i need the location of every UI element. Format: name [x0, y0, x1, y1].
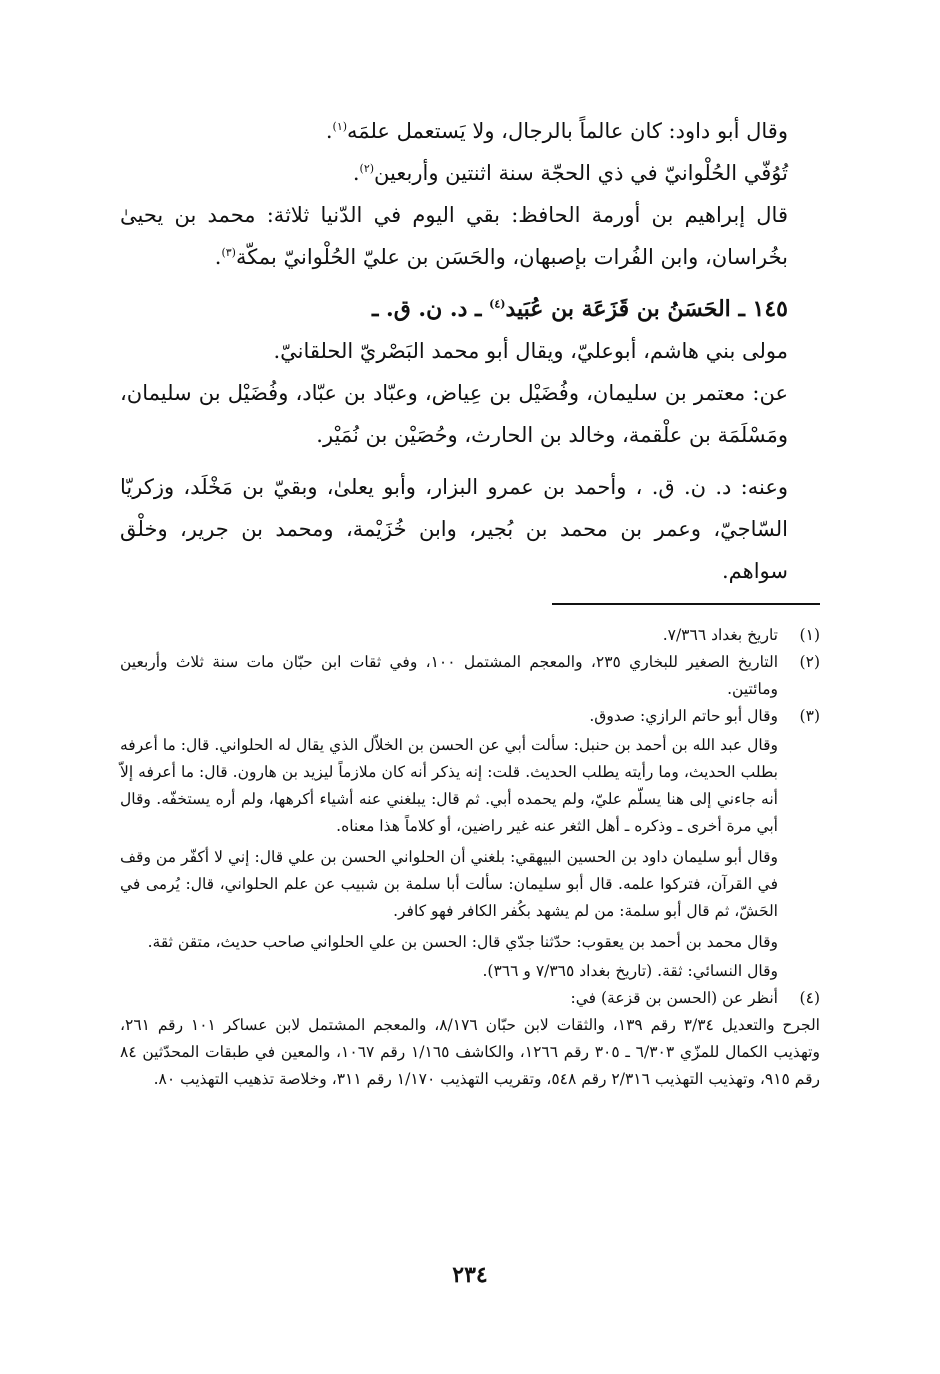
footnote-text: تاريخ بغداد ٧/٣٦٦.	[662, 626, 778, 644]
text-paragraph	[120, 194, 820, 278]
entry-sigla: ـ د. ن. ق. ـ	[371, 296, 490, 322]
text-line: مولى بني هاشم، أبوعليّ، ويقال أبو محمد البَصْريّ الحلقانيّ.	[273, 339, 788, 363]
footnote-body-continued	[120, 1012, 820, 1093]
footnote-body	[120, 649, 778, 703]
footnote-ref: (٢)	[359, 162, 375, 175]
footnote-text: وقال أبو حاتم الرازي: صدوق.	[589, 707, 778, 725]
text-span: .	[352, 161, 360, 185]
text-line	[120, 110, 820, 152]
footnote-text: التاريخ الصغير للبخاري ٢٣٥، والمعجم المشتمل ١٠٠، وفي ثقات ابن حبّان مات سنة ثلاث وأربعين ومائتين.	[120, 653, 778, 698]
footnote-ref: (٣)	[221, 246, 236, 259]
text-line	[120, 152, 820, 194]
footnote	[120, 703, 820, 985]
footnote-number: (١)	[799, 626, 820, 644]
footnote-number: (٣)	[799, 707, 820, 725]
text-paragraph: وعنه: د. ن. ق. ، وأحمد بن عمرو البزار، وأبو يعلىٰ، وبقيّ بن مَخْلَد، وزكريّا السّاجيّ، وعمر بن محمد بن بُجير، وابن خُزَيْمة، ومحمد بن جرير، وخلْق سواهم.	[120, 475, 788, 583]
text-span: .	[214, 245, 222, 269]
footnote-number: (٤)	[799, 989, 820, 1007]
footnote-text: أنظر عن (الحسن بن قزعة) في:	[570, 989, 778, 1007]
footnote-ref: (٤)	[489, 297, 506, 311]
text-paragraph: عن: معتمر بن سليمان، وفُضَيْل بن عِياض، وعبّاد بن عبّاد، وفُضَيْل بن سليمان، ومَسْلَمَة بن علْقمة، وخالد بن الحارث، وحُصَيْن بن نُمَيْر.	[120, 381, 788, 447]
page-number: ٢٣٤	[452, 1262, 488, 1288]
footnote	[120, 622, 820, 649]
footnote	[120, 649, 820, 703]
footnote-number: (٢)	[799, 653, 820, 671]
footnote	[120, 985, 820, 1012]
text-span: قال إبراهيم بن أورمة الحافظ: بقي اليوم في الدّنيا ثلاثة: محمد بن يحيىٰ بخُراسان، وابن الفُرات بإصبهان، والحَسَن بن عليّ الحُلْوانيّ بمكّة	[120, 203, 788, 269]
footnote-text: وقال أبو سليمان داود بن الحسين البيهقي: بلغني أن الحلواني الحسن بن علي قال: إني لا أكفّر من وقف في القرآن، فتركوا علمه. قال أبو سليمان: سألت أبا سلمة بن شبيب عن علم الحلواني، قال: يُرمى في الحَشّ، ثم قال أبو سلمة: من لم يشهد بكُفر الكافر فهو كافر.	[120, 848, 778, 920]
entry-title: ١٤٥ ـ الحَسَنُ بن قَزَعَة بن عُبَيد	[505, 296, 788, 322]
footnote-ref: (١)	[332, 120, 348, 133]
footnote-text: وقال محمد بن أحمد بن يعقوب: حدّثنا جدّي قال: الحسن بن علي الحلواني صاحب حديث، متقن ثقة.	[147, 933, 778, 951]
text-span: .	[325, 119, 333, 143]
entry-heading	[120, 288, 820, 330]
footnote-body	[120, 985, 778, 1012]
footnote-text: الجرح والتعديل ٣/٣٤ رقم ١٣٩، والثقات لابن حبّان ٨/١٧٦، والمعجم المشتمل لابن عساكر ١٠١ رقم ٢٦١، وتهذيب الكمال للمزّي ٦/٣٠٣ ـ ٣٠٥ رقم ١٢٦٦، والكاشف ١/١٦٥ رقم ١٠٦٧، والمعين في طبقات المحدّثين ٨٤ رقم ٩١٥، وتهذيب التهذيب ٢/٣١٦ رقم ٥٤٨، وتقريب التهذيب ١/١٧٠ رقم ٣١١، وخلاصة تذهيب التهذيب ٨٠.	[120, 1016, 820, 1088]
footnote-text: وقال النسائي: ثقة. (تاريخ بغداد ٧/٣٦٥ و ٣٦٦).	[482, 962, 778, 980]
footnote-body	[120, 622, 778, 649]
footnote-body	[120, 703, 778, 985]
footnote-divider	[552, 603, 820, 605]
text-span: وقال أبو داود: كان عالماً بالرجال، ولا يَستعمل علمَه	[347, 119, 788, 143]
text-span: تُوُفّي الحُلْوانيّ في ذي الحجّة سنة اثنتين وأربعين	[374, 161, 788, 185]
footnotes	[120, 622, 820, 1093]
footnote-text: وقال عبد الله بن أحمد بن حنبل: سألت أبي عن الحسن بن الخلاّل الذي يقال له الحلواني. قال: ما أعرفه بطلب الحديث، وما رأيته يطلب الحديث. قلت: إنه يذكر أنه كان ملازماً ليزيد بن هارون. قال: ما أعرفه إلاّ أنه جاءني إلى هنا يسلّم عليّ، ولم يحمده أبي. ثم قال: يبلغني عنه أشياء أكرهها، ولم أره يستخفّه. وقال أبي مرة أخرى ـ وذكره ـ أهل الثغر عنه غير راضين، أو كلاماً هذا معناه.	[120, 736, 778, 835]
main-text	[120, 110, 820, 592]
